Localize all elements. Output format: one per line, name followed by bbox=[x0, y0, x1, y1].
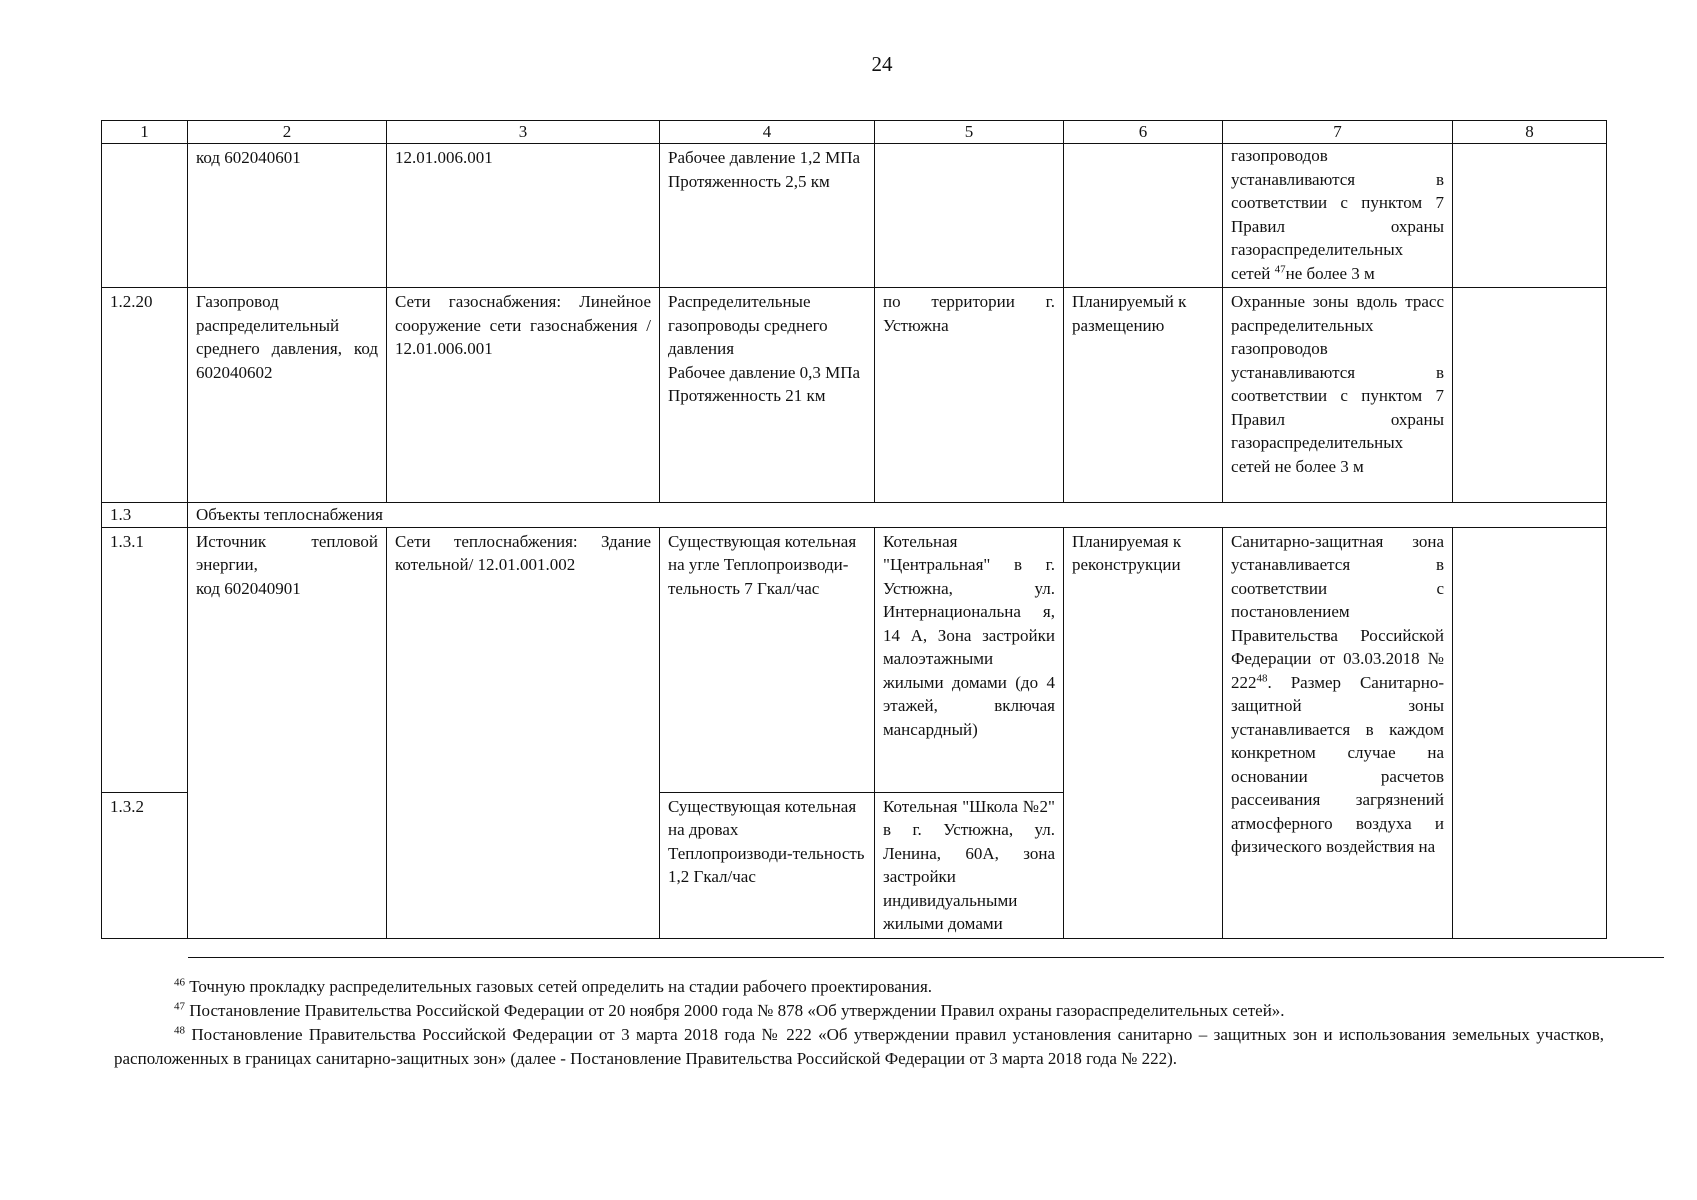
zone-text: Санитарно-защитная зона устанавливается в соответствии с постановлением Правительства Российской Федерации от 03.03.2018 № 222 bbox=[1231, 531, 1444, 692]
row-number bbox=[102, 144, 188, 288]
object-location bbox=[875, 144, 1064, 288]
header-cell-4: 4 bbox=[660, 121, 875, 144]
column-8 bbox=[1453, 527, 1607, 938]
footnote-ref-48: 48 bbox=[1256, 671, 1268, 684]
footnote-number: 46 bbox=[174, 976, 185, 989]
object-characteristics bbox=[660, 288, 875, 503]
characteristics-text: Рабочее давление 1,2 МПа Протяженность 2,5 км bbox=[668, 148, 861, 191]
footnotes bbox=[114, 975, 1604, 1071]
header-cell-2: 2 bbox=[188, 121, 387, 144]
column-8 bbox=[1453, 288, 1607, 503]
object-type: Сети теплоснабжения: Здание котельной/ 12.01.001.002 bbox=[387, 527, 660, 938]
object-name: код 602040601 bbox=[188, 144, 387, 288]
characteristics-text: Распределительные газопроводы среднего давления Рабочее давление 0,3 МПа Протяженность 21 км bbox=[668, 292, 861, 405]
table-row bbox=[102, 527, 1607, 792]
section-row bbox=[102, 503, 1607, 528]
object-name: Газопровод распределительный среднего давления, код 602040602 bbox=[188, 288, 387, 503]
zone-text-end: . Размер Санитарно-защитной зоны устанавливается в каждом конкретном случае на основании расчетов рассеивания загрязнений атмосферного воздуха и физического воздействия на bbox=[1231, 672, 1444, 856]
object-location: по территории г. Устюжна bbox=[875, 288, 1064, 503]
object-location: Котельная "Центральная" в г. Устюжна, ул. Интернациональна я, 14 А, Зона застройки малоэтажными жилыми домами (до 4 этажей, включая мансардный) bbox=[875, 527, 1064, 792]
footnote-48 bbox=[114, 1023, 1604, 1071]
footnote-number: 47 bbox=[174, 1000, 185, 1013]
section-title: Объекты теплоснабжения bbox=[188, 503, 1607, 528]
header-cell-5: 5 bbox=[875, 121, 1064, 144]
object-type: 12.01.006.001 bbox=[387, 144, 660, 288]
row-number: 1.3.1 bbox=[102, 527, 188, 792]
objects-table bbox=[101, 120, 1607, 939]
object-type: Сети газоснабжения: Линейное сооружение сети газоснабжения / 12.01.006.001 bbox=[387, 288, 660, 503]
header-cell-6: 6 bbox=[1064, 121, 1223, 144]
footnote-text: Постановление Правительства Российской Федерации от 3 марта 2018 года № 222 «Об утверждении правил установления санитарно – защитных зон и использования земельных участков, расположенных в границах санитарно-защитных зон» (далее - Постановление Правительства Российской Федерации от 3 марта 2018 года № 222). bbox=[114, 1025, 1605, 1068]
footnote-separator bbox=[188, 957, 1664, 958]
column-8 bbox=[1453, 144, 1607, 288]
footnote-46 bbox=[114, 975, 1604, 999]
header-cell-8: 8 bbox=[1453, 121, 1607, 144]
object-status: Планируемая к реконструкции bbox=[1064, 527, 1223, 938]
object-status bbox=[1064, 144, 1223, 288]
header-cell-3: 3 bbox=[387, 121, 660, 144]
object-status: Планируемый к размещению bbox=[1064, 288, 1223, 503]
footnote-ref-47: 47 bbox=[1274, 262, 1286, 275]
footnote-number: 48 bbox=[174, 1024, 185, 1037]
page-number: 24 bbox=[871, 52, 893, 76]
object-characteristics: Существующая котельная на дровах Теплопроизводи-тельность 1,2 Гкал/час bbox=[660, 792, 875, 938]
footnote-text: Постановление Правительства Российской Федерации от 20 ноября 2000 года № 878 «Об утверждении Правил охраны газораспределительных сетей». bbox=[189, 1001, 1285, 1020]
table-row bbox=[102, 288, 1607, 503]
table-row bbox=[102, 144, 1607, 288]
row-number: 1.3.2 bbox=[102, 792, 188, 938]
zone-description bbox=[1223, 527, 1453, 938]
zone-text-end: не более 3 м bbox=[1285, 263, 1375, 283]
header-cell-7: 7 bbox=[1223, 121, 1453, 144]
header-cell-1: 1 bbox=[102, 121, 188, 144]
footnote-text: Точную прокладку распределительных газовых сетей определить на стадии рабочего проектирования. bbox=[189, 977, 933, 996]
section-number: 1.3 bbox=[102, 503, 188, 528]
object-name: Источник тепловой энергии, код 602040901 bbox=[188, 527, 387, 938]
header-row bbox=[102, 121, 1607, 144]
object-characteristics bbox=[660, 144, 875, 288]
zone-description bbox=[1223, 144, 1453, 288]
object-location: Котельная "Школа №2" в г. Устюжна, ул. Ленина, 60А, зона застройки индивидуальными жилыми домами bbox=[875, 792, 1064, 938]
zone-description: Охранные зоны вдоль трасс распределительных газопроводов устанавливаются в соответствии с пунктом 7 Правил охраны газораспределительных сетей не более 3 м bbox=[1223, 288, 1453, 503]
row-number: 1.2.20 bbox=[102, 288, 188, 503]
zone-text: газопроводов устанавливаются в соответствии с пунктом 7 Правил охраны газораспределительных сетей bbox=[1231, 146, 1444, 283]
object-characteristics: Существующая котельная на угле Теплопроизводи-тельность 7 Гкал/час bbox=[660, 527, 875, 792]
footnote-47 bbox=[114, 999, 1604, 1023]
